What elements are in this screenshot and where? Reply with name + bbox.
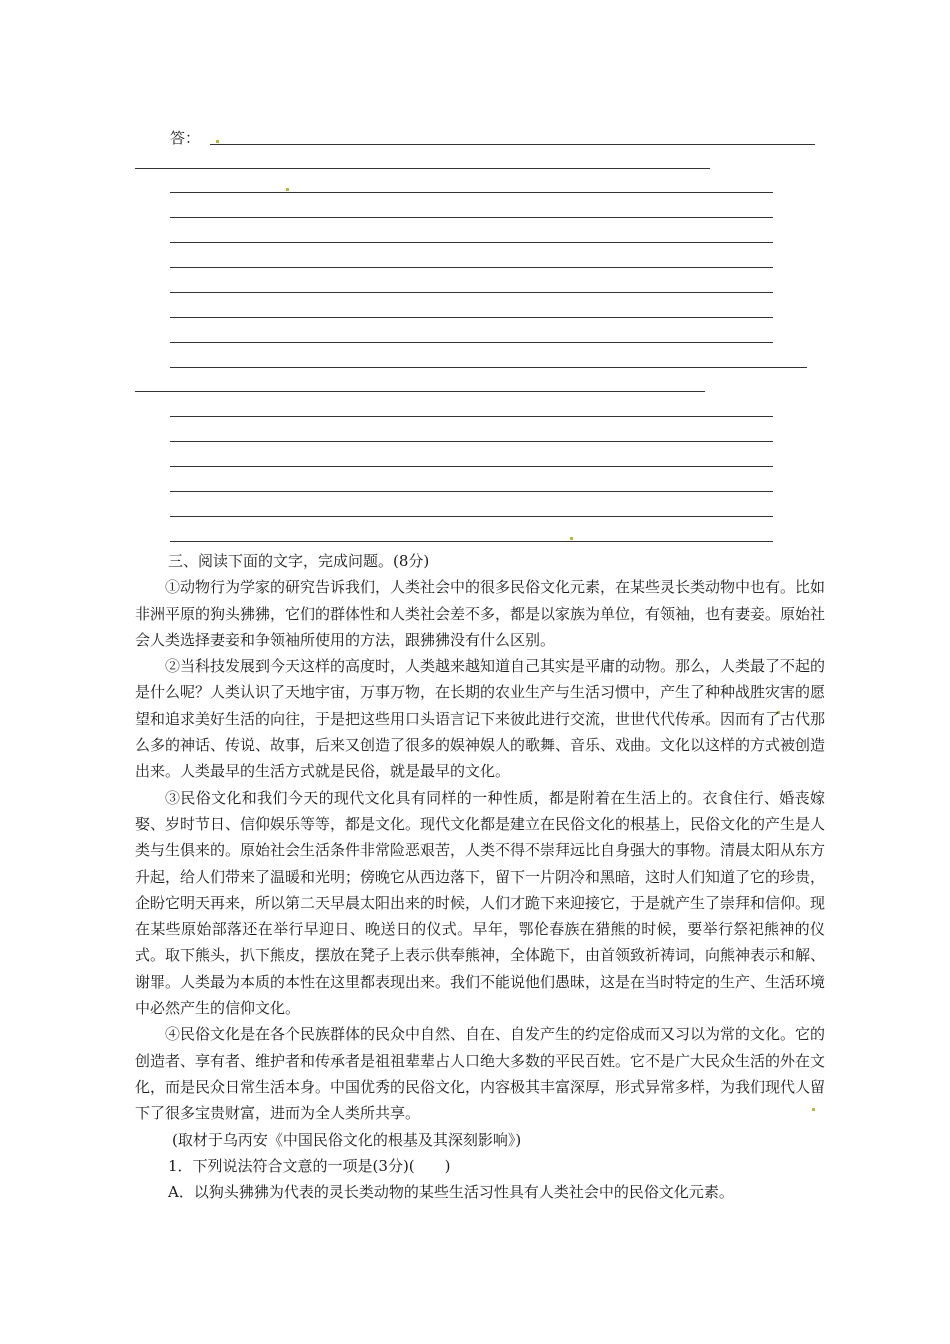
answer-line[interactable]: [170, 367, 807, 368]
answer-line[interactable]: [210, 144, 815, 145]
answer-line[interactable]: [170, 267, 773, 268]
reading-passage: [135, 548, 825, 1205]
speck-dot: [570, 537, 573, 540]
answer-line[interactable]: [170, 416, 773, 417]
answer-line[interactable]: [170, 491, 773, 492]
paragraph-1: ①动物行为学家的研究告诉我们，人类社会中的很多民俗文化元素，在某些灵长类动物中也有。比如非洲平原的狗头狒狒，它们的群体性和人类社会差不多，都是以家族为单位，有领袖，也有妻妾。原始社会人类选择妻妾和争领袖所使用的方法，跟狒狒没有什么区别。: [135, 578, 826, 649]
answer-line[interactable]: [170, 441, 773, 442]
answer-line[interactable]: [170, 317, 773, 318]
question-1: 1．下列说法符合文意的一项是(3分)( ): [168, 1156, 451, 1175]
option-a[interactable]: A．以狗头狒狒为代表的灵长类动物的某些生活习性具有人类社会中的民俗文化元素。: [168, 1183, 734, 1202]
answer-line[interactable]: [170, 466, 773, 467]
paragraph-4: ④民俗文化是在各个民族群体的民众中自然、自在、自发产生的约定俗成而又习以为常的文化。它的创造者、享有者、维护者和传承者是祖祖辈辈占人口绝大多数的平民百姓。它不是广大民众生活的外在文化，而是民众日常生活本身。中国优秀的民俗文化，内容极其丰富深厚，形式异常多样，为我们现代人留下了很多宝贵财富，进而为全人类所共享。: [135, 1025, 826, 1123]
speck-dot: [216, 140, 219, 143]
paragraph-2: ②当科技发展到今天这样的高度时，人类越来越知道自己其实是平庸的动物。那么，人类最了不起的是什么呢？人类认识了天地宇宙，万事万物，在长期的农业生产与生活习惯中，产生了种种战胜灾害的愿望和追求美好生活的向往，于是把这些用口头语言记下来彼此进行交流，世世代代传承。因而有了古代那么多的神话、传说、故事，后来又创造了很多的娱神娱人的歌舞、音乐、戏曲。文化以这样的方式被创造出来。人类最早的生活方式就是民俗，就是最早的文化。: [135, 657, 826, 781]
answer-line[interactable]: [170, 342, 773, 343]
speck-dot: [286, 188, 289, 191]
paragraph-3: ③民俗文化和我们今天的现代文化具有同样的一种性质，都是附着在生活上的。衣食住行、婚丧嫁娶、岁时节日、信仰娱乐等等，都是文化。现代文化都是建立在民俗文化的根基上，民俗文化的产生是人类与生俱来的。原始社会生活条件非常险恶艰苦，人类不得不崇拜远比自身强大的事物。清晨太阳从东方升起，给人们带来了温暖和光明；傍晚它从西边落下，留下一片阴冷和黑暗，这时人们知道了它的珍贵，企盼它明天再来，所以第二天早晨太阳出来的时候，人们才跪下来迎接它，于是就产生了崇拜和信仰。现在某些原始部落还在举行早迎日、晚送日的仪式。早年，鄂伦春族在猎熊的时候，要举行祭祀熊神的仪式。取下熊头，扒下熊皮，摆放在凳子上表示供奉熊神，全体跪下，由首领致祈祷词，向熊神表示和解、谢罪。人类最为本质的本性在这里都表现出来。我们不能说他们愚昧，这是在当时特定的生产、生活环境中必然产生的信仰文化。: [135, 788, 826, 1018]
answer-line[interactable]: [135, 391, 705, 392]
source-citation: (取材于乌丙安《中国民俗文化的根基及其深刻影响》): [172, 1130, 522, 1149]
answer-line[interactable]: [170, 217, 773, 218]
answer-label: 答：: [170, 129, 201, 147]
answer-line[interactable]: [170, 541, 773, 542]
answer-line[interactable]: [170, 192, 773, 193]
answer-line[interactable]: [170, 516, 773, 517]
answer-line[interactable]: [170, 292, 773, 293]
section-title: 三、阅读下面的文字，完成问题。(8分): [168, 552, 430, 570]
answer-line[interactable]: [170, 242, 773, 243]
answer-line[interactable]: [135, 168, 710, 169]
